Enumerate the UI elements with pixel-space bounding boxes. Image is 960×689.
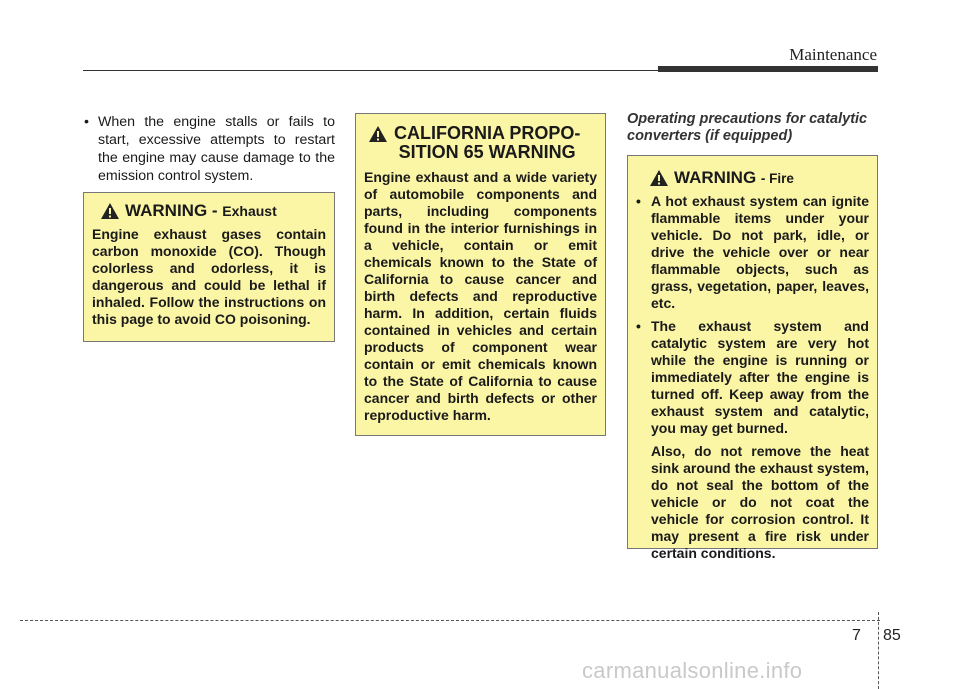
exhaust-warning-box [83,192,335,342]
exhaust-warning-title: WARNING - [125,201,218,220]
page-number: 85 [883,627,901,644]
california-warning-body: Engine exhaust and a wide variety of automobile components and parts, including components found in the interior furnishings in a vehicle, contain or emit chemicals known to the State of California to cause cancer and birth defects and reproductive harm. In addition, certain fluids contained in vehicles and certain products of component wear contain or emit chemicals known to the State of California to cause cancer and birth defects or other reproductive harm. [364,169,597,423]
bullet-symbol: • [636,318,641,334]
catalytic-section-title: Operating precautions for catalytic converters (if equipped) [627,111,868,144]
site-watermark: carmanualsonline.info [582,658,803,683]
exhaust-warning-body: Engine exhaust gases contain carbon monoxide (CO). Though colorless and odorless, it is dangerous and could be lethal if inhaled. Follow the instructions on this page to avoid CO poisoning. [92,226,326,327]
fire-warning-item [636,318,869,437]
header-rule-accent [658,66,878,72]
section-header-title: Maintenance [789,45,877,64]
footer-rule [20,620,880,621]
exhaust-warning-header [92,201,326,221]
warning-triangle-icon [368,125,388,143]
fire-warning-box [627,155,878,561]
california-warning-title-line2: SITION 65 WARNING [398,142,576,162]
fire-warning-item-text: The exhaust system and catalytic system are very hot while the engine is running or immediately after the engine is turned off. Keep away from the exhaust system and catalytic, you may get burned. [651,318,869,436]
exhaust-warning-subtitle: Exhaust [222,203,277,219]
fire-warning-title: WARNING [674,168,757,187]
bullet-symbol: • [84,114,89,130]
bullet-symbol: • [636,193,641,209]
california-warning-title [394,124,580,162]
fire-warning-item [636,193,869,312]
california-warning-header [364,124,597,162]
fire-warning-continuation: Also, do not remove the heat sink around the exhaust system, do not seal the bottom of the vehicle or do not coat the vehicle for corrosion control. It may present a fire risk under certain conditions. [651,443,869,561]
fire-warning-subtitle: - Fire [760,171,794,186]
california-warning-box [355,113,606,436]
warning-triangle-icon [100,202,120,220]
warning-triangle-icon [649,169,669,187]
chapter-number: 7 [852,627,861,644]
engine-stall-bullet [83,113,335,185]
fire-warning-item-text: A hot exhaust system can ignite flammable items under your vehicle. Do not park, idle, or drive the vehicle over or near flammable objects, such as grass, vegetation, paper, leaves, etc. [651,193,869,311]
footer-divider [878,612,879,689]
bullet-text: When the engine stalls or fails to start, excessive attempts to restart the engine may cause damage to the emission control system. [98,114,335,184]
fire-warning-header [636,168,869,189]
california-warning-title-line1: CALIFORNIA PROPO- [394,123,581,143]
